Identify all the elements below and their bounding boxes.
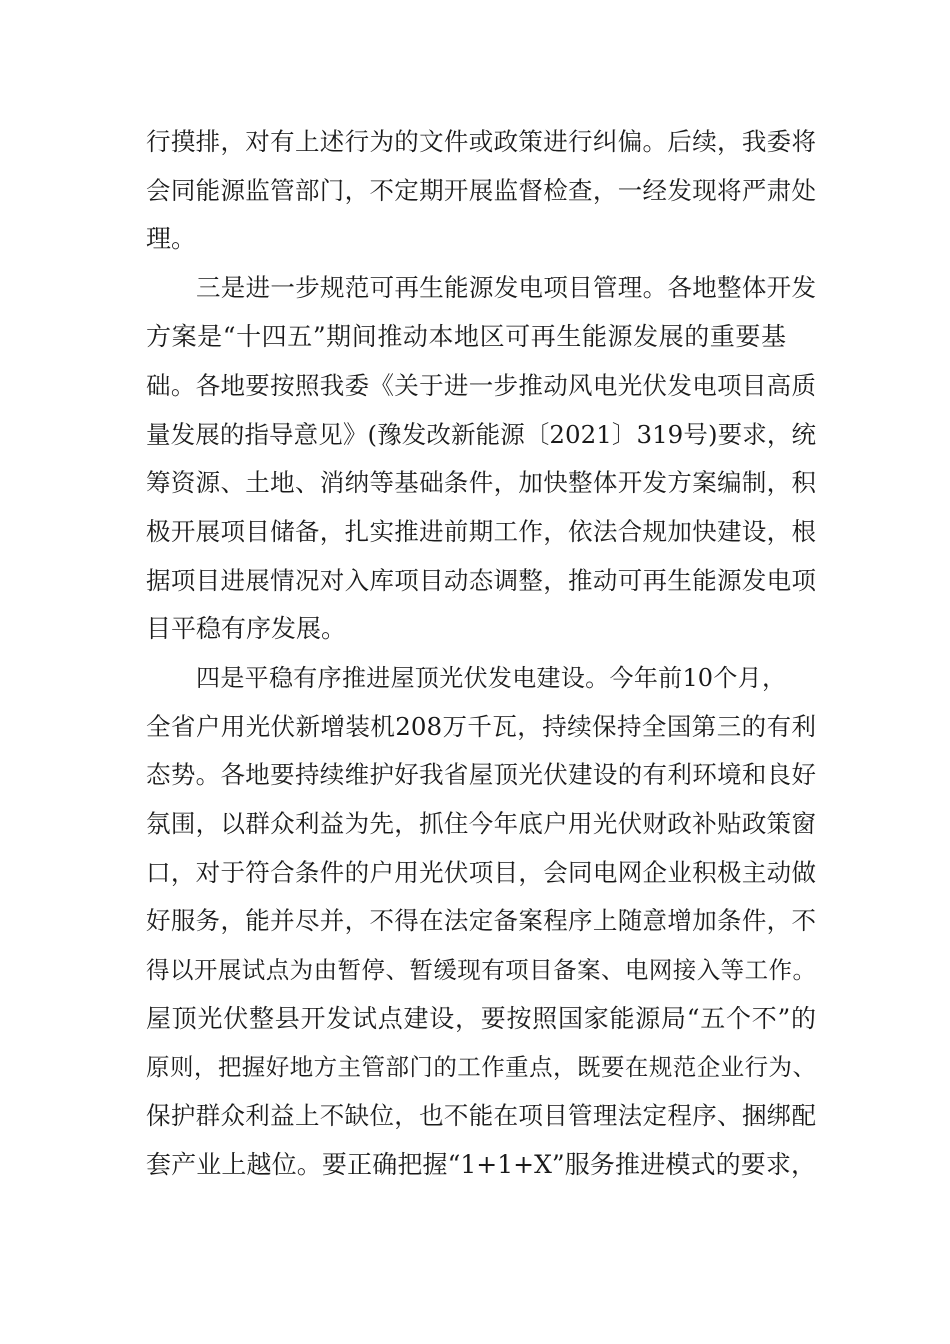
text-line-15: 氛围，以群众利益为先，抓住今年底户用光伏财政补贴政策窗 — [146, 809, 816, 838]
text-line-18: 得以开展试点为由暂停、暂缓现有项目备案、电网接入等工作。 — [146, 956, 816, 984]
text-line-7: 量发展的指导意见》(豫发改新能源〔2021〕319号)要求，统 — [146, 420, 816, 449]
text-line-1: 行摸排，对有上述行为的文件或政策进行纠偏。后续，我委将 — [146, 127, 816, 156]
text-line-6: 础。各地要按照我委《关于进一步推动风电光伏发电项目高质 — [146, 371, 816, 400]
text-line-8: 筹资源、土地、消纳等基础条件，加快整体开发方案编制，积 — [146, 468, 816, 497]
text-line-14: 态势。各地要持续维护好我省屋顶光伏建设的有利环境和良好 — [146, 760, 816, 789]
text-line-2: 会同能源监管部门，不定期开展监督检查，一经发现将严肃处 — [146, 176, 816, 205]
text-line-17: 好服务，能并尽并，不得在法定备案程序上随意增加条件，不 — [146, 906, 816, 935]
text-line-16: 口，对于符合条件的户用光伏项目，会同电网企业积极主动做 — [146, 858, 816, 887]
text-line-13: 全省户用光伏新增装机208万千瓦，持续保持全国第三的有利 — [146, 712, 816, 741]
text-line-11: 目平稳有序发展。 — [146, 614, 347, 643]
text-line-5: 方案是“十四五”期间推动本地区可再生能源发展的重要基 — [146, 322, 786, 351]
text-line-10: 据项目进展情况对入库项目动态调整，推动可再生能源发电项 — [146, 566, 816, 595]
text-line-21: 保护群众利益上不缺位，也不能在项目管理法定程序、捆绑配 — [146, 1101, 816, 1130]
text-line-19: 屋顶光伏整县开发试点建设，要按照国家能源局“五个不”的 — [146, 1004, 816, 1033]
text-line-4: 三是进一步规范可再生能源发电项目管理。各地整体开发 — [196, 273, 816, 302]
text-line-20: 原则，把握好地方主管部门的工作重点，既要在规范企业行为、 — [146, 1053, 816, 1081]
text-line-22: 套产业上越位。要正确把握“1+1+X”服务推进模式的要求， — [146, 1150, 816, 1179]
text-line-3: 理。 — [146, 224, 197, 253]
text-line-12: 四是平稳有序推进屋顶光伏发电建设。今年前10个月， — [196, 664, 786, 692]
text-line-9: 极开展项目储备，扎实推进前期工作，依法合规加快建设，根 — [146, 517, 816, 546]
